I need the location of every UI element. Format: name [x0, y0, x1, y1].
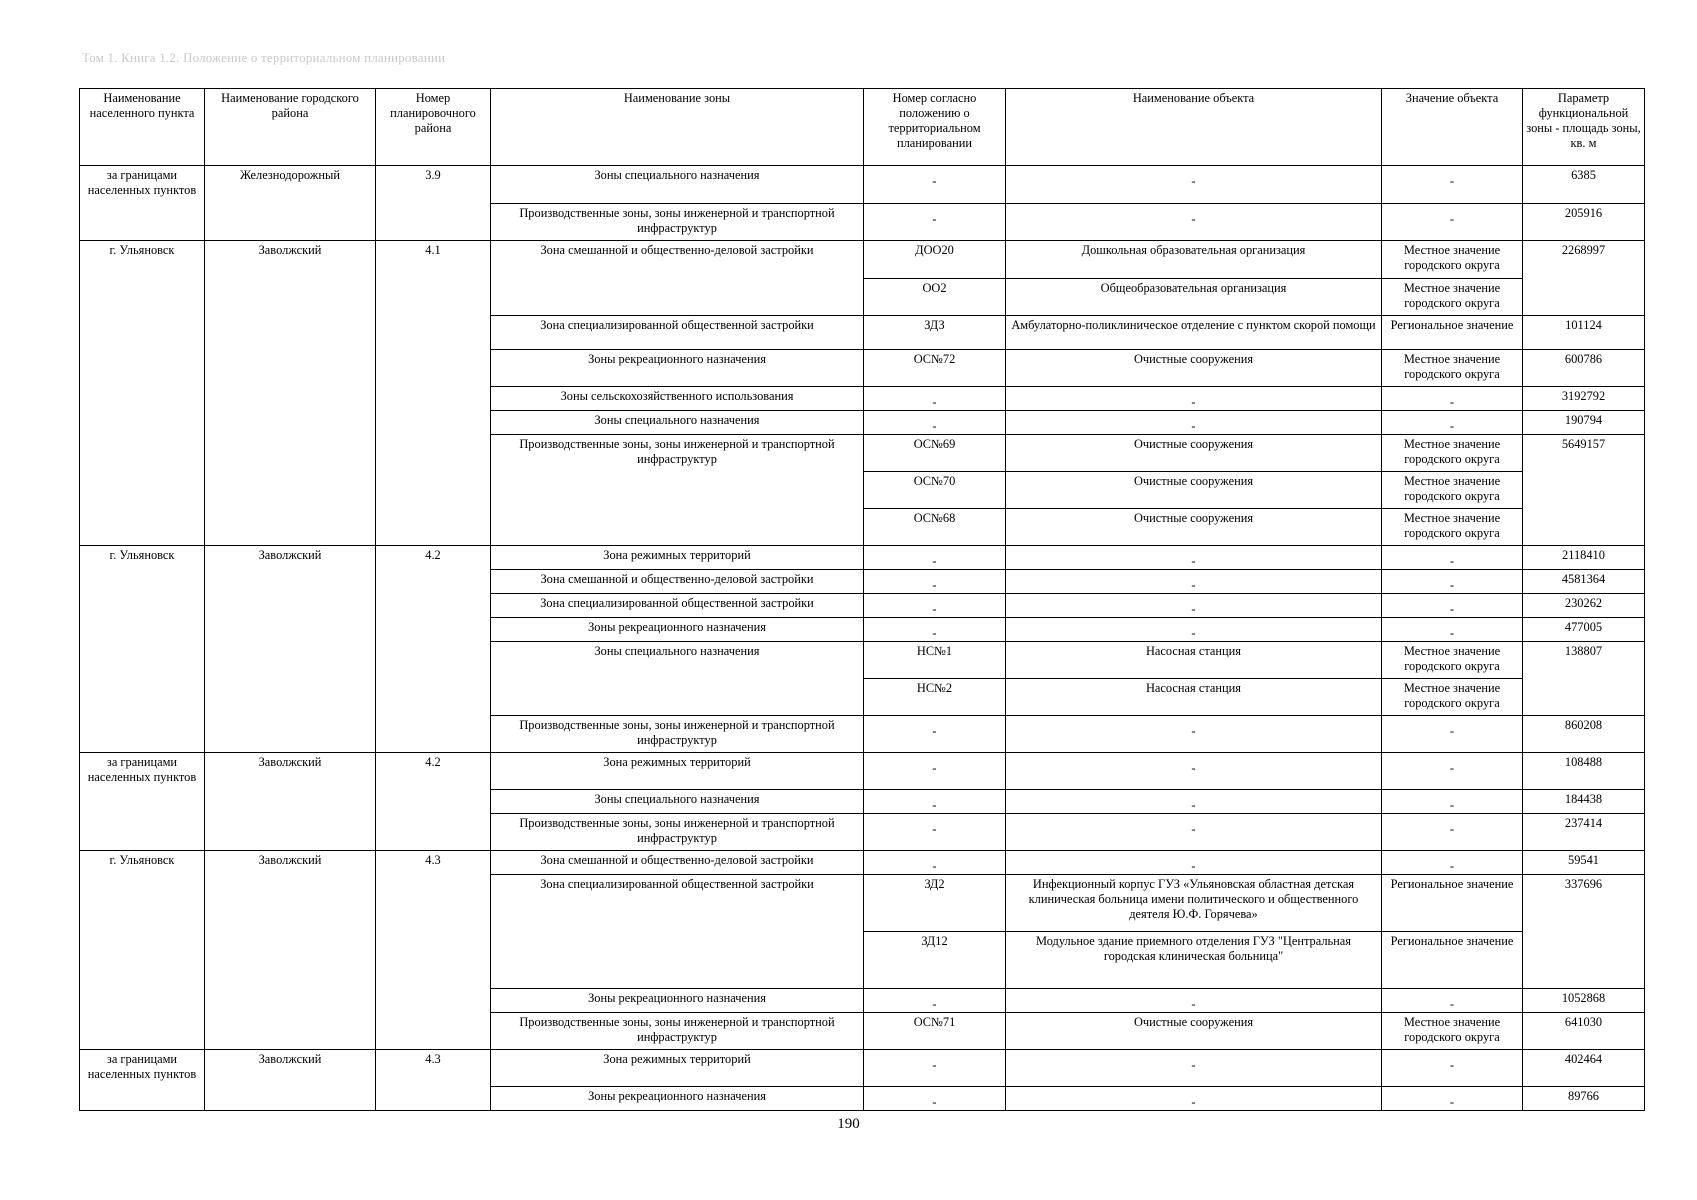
object-name-cell: - [1006, 814, 1382, 851]
settlement-cell: г. Ульяновск [80, 851, 205, 1050]
zone-name-cell: Производственные зоны, зоны инженерной и транспортной инфраструктур [491, 716, 864, 753]
col-header-settlement: Наименование населенного пункта [80, 89, 205, 166]
page-number: 190 [837, 1116, 860, 1132]
object-significance-cell: - [1382, 570, 1523, 594]
table-row [80, 1050, 1645, 1087]
object-name-cell: - [1006, 790, 1382, 814]
zone-name-cell: Зоны рекреационного назначения [491, 989, 864, 1013]
position-number-cell: ДОО20 [864, 241, 1006, 279]
zone-area-cell: 860208 [1523, 716, 1645, 753]
position-number-cell: - [864, 753, 1006, 790]
position-number-cell: - [864, 1087, 1006, 1111]
zone-area-cell: 138807 [1523, 642, 1645, 716]
zone-area-cell: 59541 [1523, 851, 1645, 875]
zone-area-cell: 5649157 [1523, 435, 1645, 546]
object-significance-cell: - [1382, 411, 1523, 435]
col-header-district: Наименование городского района [205, 89, 376, 166]
object-name-cell: Насосная станция [1006, 642, 1382, 679]
position-number-cell: - [864, 570, 1006, 594]
plan-number-cell: 4.3 [376, 1050, 491, 1111]
settlement-cell: за границами населенных пунктов [80, 753, 205, 851]
settlement-cell: за границами населенных пунктов [80, 1050, 205, 1111]
object-significance-cell: - [1382, 790, 1523, 814]
zone-name-cell: Зона режимных территорий [491, 753, 864, 790]
plan-number-cell: 4.3 [376, 851, 491, 1050]
table-body [80, 166, 1645, 1111]
zone-area-cell: 2118410 [1523, 546, 1645, 570]
object-name-cell: - [1006, 1050, 1382, 1087]
district-cell: Заволжский [205, 753, 376, 851]
zone-name-cell: Зона режимных территорий [491, 1050, 864, 1087]
position-number-cell: ЗД12 [864, 932, 1006, 989]
position-number-cell: - [864, 1050, 1006, 1087]
position-number-cell: НС№1 [864, 642, 1006, 679]
object-name-cell: Амбулаторно-поликлиническое отделение с пунктом скорой помощи [1006, 316, 1382, 350]
zone-area-cell: 641030 [1523, 1013, 1645, 1050]
object-name-cell: - [1006, 753, 1382, 790]
position-number-cell: - [864, 814, 1006, 851]
zone-area-cell: 337696 [1523, 875, 1645, 989]
district-cell: Заволжский [205, 241, 376, 546]
object-significance-cell: - [1382, 166, 1523, 204]
object-significance-cell: - [1382, 753, 1523, 790]
position-number-cell: ОС№72 [864, 350, 1006, 387]
object-name-cell: - [1006, 989, 1382, 1013]
position-number-cell: - [864, 851, 1006, 875]
position-number-cell: - [864, 594, 1006, 618]
position-number-cell: - [864, 989, 1006, 1013]
col-header-object-name: Наименование объекта [1006, 89, 1382, 166]
zone-area-cell: 600786 [1523, 350, 1645, 387]
object-name-cell: - [1006, 851, 1382, 875]
zone-name-cell: Зоны рекреационного назначения [491, 350, 864, 387]
settlement-cell: за границами населенных пунктов [80, 166, 205, 241]
zone-area-cell: 190794 [1523, 411, 1645, 435]
zone-name-cell: Зона специализированной общественной застройки [491, 316, 864, 350]
object-significance-cell: - [1382, 814, 1523, 851]
object-significance-cell: Местное значение городского округа [1382, 279, 1523, 316]
object-name-cell: - [1006, 716, 1382, 753]
object-name-cell: Общеобразовательная организация [1006, 279, 1382, 316]
zone-name-cell: Зона смешанной и общественно-деловой застройки [491, 241, 864, 316]
object-significance-cell: - [1382, 204, 1523, 241]
object-name-cell: - [1006, 570, 1382, 594]
zone-name-cell: Зона специализированной общественной застройки [491, 875, 864, 989]
position-number-cell: ЗДЗ [864, 316, 1006, 350]
table-row [80, 753, 1645, 790]
position-number-cell: ОС№69 [864, 435, 1006, 472]
zone-area-cell: 3192792 [1523, 387, 1645, 411]
zone-name-cell: Зоны рекреационного назначения [491, 1087, 864, 1111]
object-name-cell: - [1006, 387, 1382, 411]
zone-area-cell: 237414 [1523, 814, 1645, 851]
object-significance-cell: Местное значение городского округа [1382, 1013, 1523, 1050]
object-significance-cell: Местное значение городского округа [1382, 350, 1523, 387]
object-significance-cell: - [1382, 989, 1523, 1013]
position-number-cell: - [864, 411, 1006, 435]
zones-table [79, 88, 1645, 1111]
position-number-cell: ОС№71 [864, 1013, 1006, 1050]
zone-name-cell: Производственные зоны, зоны инженерной и транспортной инфраструктур [491, 814, 864, 851]
object-name-cell: - [1006, 1087, 1382, 1111]
object-name-cell: Дошкольная образовательная организация [1006, 241, 1382, 279]
col-header-object-significance: Значение объекта [1382, 89, 1523, 166]
table-row [80, 546, 1645, 570]
zone-name-cell: Зона смешанной и общественно-деловой застройки [491, 570, 864, 594]
object-name-cell: - [1006, 594, 1382, 618]
object-significance-cell: Региональное значение [1382, 316, 1523, 350]
object-significance-cell: - [1382, 594, 1523, 618]
position-number-cell: - [864, 790, 1006, 814]
zone-name-cell: Зоны специального назначения [491, 642, 864, 716]
position-number-cell: ЗД2 [864, 875, 1006, 932]
object-significance-cell: - [1382, 618, 1523, 642]
object-name-cell: Насосная станция [1006, 679, 1382, 716]
col-header-plan-number: Номер планировочного района [376, 89, 491, 166]
zone-area-cell: 230262 [1523, 594, 1645, 618]
zone-name-cell: Зона смешанной и общественно-деловой застройки [491, 851, 864, 875]
running-header: Том 1. Книга 1.2. Положение о территориальном планировании [82, 50, 446, 65]
zone-name-cell: Зоны специального назначения [491, 411, 864, 435]
zone-area-cell: 4581364 [1523, 570, 1645, 594]
zone-name-cell: Зоны рекреационного назначения [491, 618, 864, 642]
position-number-cell: ОС№68 [864, 509, 1006, 546]
object-significance-cell: - [1382, 546, 1523, 570]
zone-area-cell: 101124 [1523, 316, 1645, 350]
plan-number-cell: 4.2 [376, 753, 491, 851]
plan-number-cell: 4.1 [376, 241, 491, 546]
zone-name-cell: Зона режимных территорий [491, 546, 864, 570]
zone-area-cell: 1052868 [1523, 989, 1645, 1013]
object-significance-cell: Региональное значение [1382, 875, 1523, 932]
table-row [80, 851, 1645, 875]
zone-area-cell: 108488 [1523, 753, 1645, 790]
col-header-zone-name: Наименование зоны [491, 89, 864, 166]
district-cell: Железнодорожный [205, 166, 376, 241]
table-row [80, 241, 1645, 279]
position-number-cell: ОО2 [864, 279, 1006, 316]
position-number-cell: - [864, 204, 1006, 241]
zone-name-cell: Производственные зоны, зоны инженерной и транспортной инфраструктур [491, 1013, 864, 1050]
position-number-cell: - [864, 166, 1006, 204]
position-number-cell: - [864, 546, 1006, 570]
object-significance-cell: - [1382, 851, 1523, 875]
object-significance-cell: - [1382, 387, 1523, 411]
object-significance-cell: - [1382, 716, 1523, 753]
object-name-cell: - [1006, 618, 1382, 642]
plan-number-cell: 3.9 [376, 166, 491, 241]
zone-area-cell: 205916 [1523, 204, 1645, 241]
zone-name-cell: Зоны специального назначения [491, 166, 864, 204]
zone-area-cell: 6385 [1523, 166, 1645, 204]
table-header-row [80, 89, 1645, 166]
zone-name-cell: Производственные зоны, зоны инженерной и транспортной инфраструктур [491, 435, 864, 546]
object-name-cell: Очистные сооружения [1006, 472, 1382, 509]
col-header-zone-area: Параметр функциональной зоны - площадь зоны, кв. м [1523, 89, 1645, 166]
object-significance-cell: Местное значение городского округа [1382, 435, 1523, 472]
object-significance-cell: - [1382, 1050, 1523, 1087]
zone-area-cell: 2268997 [1523, 241, 1645, 316]
position-number-cell: - [864, 716, 1006, 753]
zone-area-cell: 184438 [1523, 790, 1645, 814]
district-cell: Заволжский [205, 1050, 376, 1111]
object-significance-cell: Местное значение городского округа [1382, 679, 1523, 716]
zone-area-cell: 402464 [1523, 1050, 1645, 1087]
zone-area-cell: 89766 [1523, 1087, 1645, 1111]
object-name-cell: Очистные сооружения [1006, 1013, 1382, 1050]
position-number-cell: НС№2 [864, 679, 1006, 716]
object-significance-cell: Местное значение городского округа [1382, 241, 1523, 279]
zone-name-cell: Зоны сельскохозяйственного использования [491, 387, 864, 411]
position-number-cell: ОС№70 [864, 472, 1006, 509]
object-significance-cell: Региональное значение [1382, 932, 1523, 989]
object-name-cell: - [1006, 204, 1382, 241]
table-row [80, 166, 1645, 204]
object-name-cell: - [1006, 166, 1382, 204]
col-header-position-number: Номер согласно положению о территориальном планировании [864, 89, 1006, 166]
object-name-cell: - [1006, 411, 1382, 435]
object-significance-cell: Местное значение городского округа [1382, 472, 1523, 509]
zone-name-cell: Производственные зоны, зоны инженерной и транспортной инфраструктур [491, 204, 864, 241]
object-name-cell: Инфекционный корпус ГУЗ «Ульяновская областная детская клиническая больница имени политического и общественного деятеля Ю.Ф. Горячева» [1006, 875, 1382, 932]
settlement-cell: г. Ульяновск [80, 241, 205, 546]
district-cell: Заволжский [205, 851, 376, 1050]
zone-name-cell: Зона специализированной общественной застройки [491, 594, 864, 618]
district-cell: Заволжский [205, 546, 376, 753]
object-name-cell: - [1006, 546, 1382, 570]
position-number-cell: - [864, 618, 1006, 642]
object-significance-cell: Местное значение городского округа [1382, 642, 1523, 679]
object-significance-cell: Местное значение городского округа [1382, 509, 1523, 546]
zone-area-cell: 477005 [1523, 618, 1645, 642]
settlement-cell: г. Ульяновск [80, 546, 205, 753]
plan-number-cell: 4.2 [376, 546, 491, 753]
object-name-cell: Очистные сооружения [1006, 435, 1382, 472]
object-significance-cell: - [1382, 1087, 1523, 1111]
object-name-cell: Модульное здание приемного отделения ГУЗ "Центральная городская клиническая больница" [1006, 932, 1382, 989]
object-name-cell: Очистные сооружения [1006, 509, 1382, 546]
zone-name-cell: Зоны специального назначения [491, 790, 864, 814]
object-name-cell: Очистные сооружения [1006, 350, 1382, 387]
position-number-cell: - [864, 387, 1006, 411]
